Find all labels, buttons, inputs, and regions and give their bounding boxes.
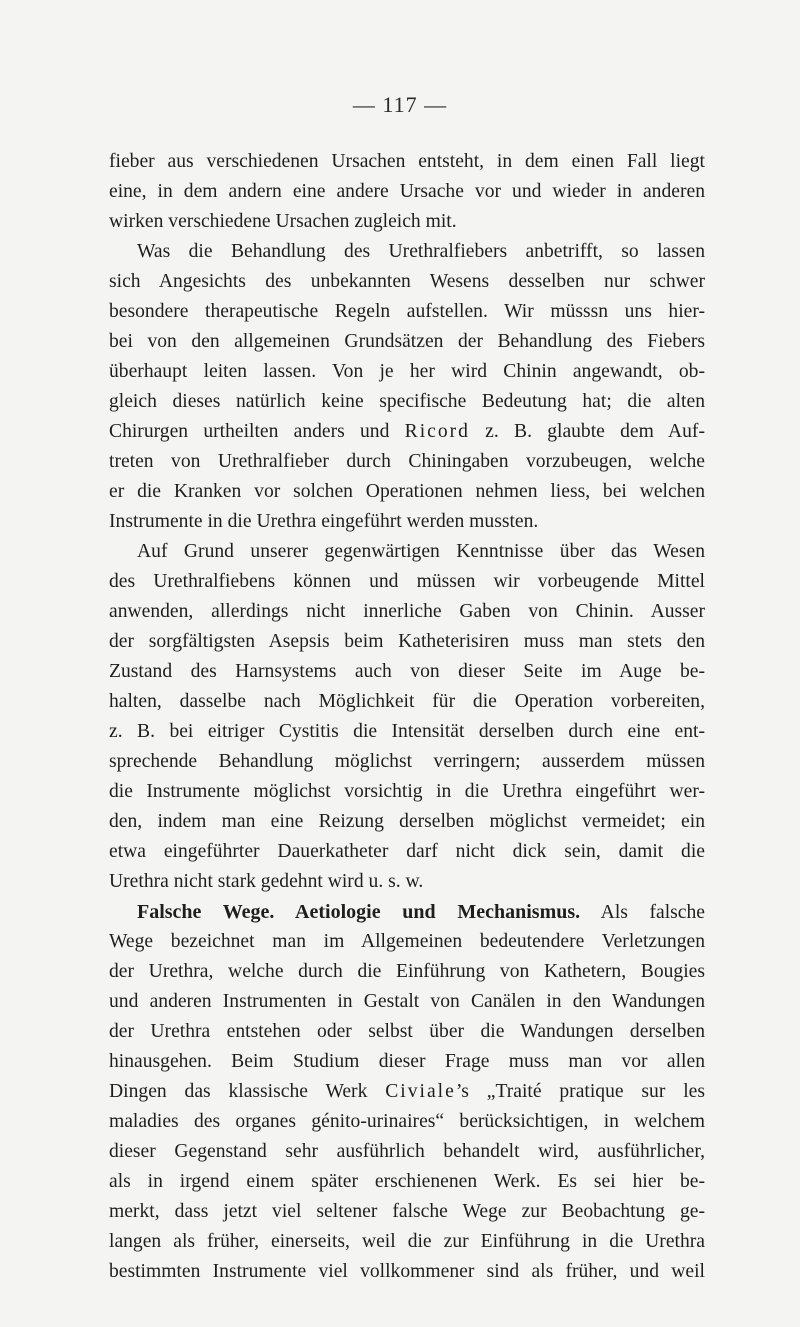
text-line [109, 1077, 705, 1107]
text-line: als in irgend einem später erschienenen Werk. Es sei hier be- [109, 1171, 705, 1192]
page-number: — 117 — [352, 92, 448, 117]
text-line: etwa eingeführter Dauerkatheter darf nicht dick sein, damit die [109, 841, 705, 862]
text-line: anwenden, allerdings nicht innerliche Gaben von Chinin. Ausser [109, 601, 705, 622]
text-line: der sorgfältigsten Asepsis beim Katheterisiren muss man stets den [109, 631, 705, 652]
text-line: eine, in dem andern eine andere Ursache vor und wieder in anderen [109, 181, 705, 202]
text-line: und anderen Instrumenten in Gestalt von Canälen in den Wandungen [109, 991, 705, 1012]
text-line: die Instrumente möglichst vorsichtig in die Urethra eingeführt wer- [109, 781, 705, 802]
text-segment: Dingen das klassische Werk [109, 1081, 386, 1102]
text-line: sprechende Behandlung möglichst verringern; ausserdem müssen [109, 751, 705, 772]
text-line: besondere therapeutische Regeln aufstellen. Wir müsssn uns hier- [109, 301, 705, 322]
text-line: halten, dasselbe nach Möglichkeit für die Operation vorbereiten, [109, 691, 705, 712]
text-line: bestimmten Instrumente viel vollkommener sind als früher, und weil [109, 1261, 705, 1282]
text-line: Urethra nicht stark gedehnt wird u. s. w. [109, 871, 424, 892]
section-heading: Falsche Wege. Aetiologie und Mechanismus. [137, 901, 581, 923]
text-line: Instrumente in die Urethra eingeführt werden mussten. [109, 511, 539, 532]
text-line: dieser Gegenstand sehr ausführlich behandelt wird, ausführlicher, [109, 1141, 705, 1162]
text-line: den, indem man eine Reizung derselben möglichst vermeidet; ein [109, 811, 705, 832]
text-line: Auf Grund unserer gegenwärtigen Kenntnisse über das Wesen [137, 541, 705, 562]
author-name: Civiale [385, 1081, 456, 1102]
author-name: Ricord [404, 421, 470, 442]
text-line: des Urethralfiebens können und müssen wir vorbeugende Mittel [109, 571, 705, 592]
text-line: hinausgehen. Beim Studium dieser Frage muss man vor allen [109, 1051, 705, 1072]
text-line: maladies des organes génito-urinaires“ berücksichtigen, in welchem [109, 1111, 705, 1132]
text-line: fieber aus verschiedenen Ursachen entsteht, in dem einen Fall liegt [109, 151, 705, 172]
text-line: gleich dieses natürlich keine specifische Bedeutung hat; die alten [109, 391, 705, 412]
text-line: Wege bezeichnet man im Allgemeinen bedeutendere Verletzungen [109, 931, 705, 952]
text-segment: Chirurgen urtheilten anders und [109, 421, 405, 442]
text-segment: z. B. glaubte dem Auf- [469, 421, 705, 442]
text-line: Zustand des Harnsystems auch von dieser Seite im Auge be- [109, 661, 705, 682]
text-line [109, 417, 705, 447]
text-line: der Urethra entstehen oder selbst über die Wandungen derselben [109, 1021, 705, 1042]
text-segment: ’s „Traité pratique sur les [455, 1081, 705, 1102]
text-line: sich Angesichts des unbekannten Wesens desselben nur schwer [109, 271, 705, 292]
body-text [109, 147, 705, 1287]
text-line: er die Kranken vor solchen Operationen nehmen liess, bei welchen [109, 481, 705, 502]
text-line: z. B. bei eitriger Cystitis die Intensität derselben durch eine ent- [109, 721, 705, 742]
text-line [109, 897, 705, 927]
text-line: bei von den allgemeinen Grundsätzen der Behandlung des Fiebers [109, 331, 705, 352]
text-segment: Als falsche [580, 902, 705, 923]
text-line: merkt, dass jetzt viel seltener falsche Wege zur Beobachtung ge- [109, 1201, 705, 1222]
text-line: langen als früher, einerseits, weil die zur Einführung in die Urethra [109, 1231, 705, 1252]
text-line: wirken verschiedene Ursachen zugleich mit. [109, 211, 457, 232]
text-line: der Urethra, welche durch die Einführung von Kathetern, Bougies [109, 961, 705, 982]
text-line: treten von Urethralfieber durch Chiningaben vorzubeugen, welche [109, 451, 705, 472]
text-line: Was die Behandlung des Urethralfiebers anbetrifft, so lassen [137, 241, 705, 262]
text-line: überhaupt leiten lassen. Von je her wird Chinin angewandt, ob- [109, 361, 705, 382]
